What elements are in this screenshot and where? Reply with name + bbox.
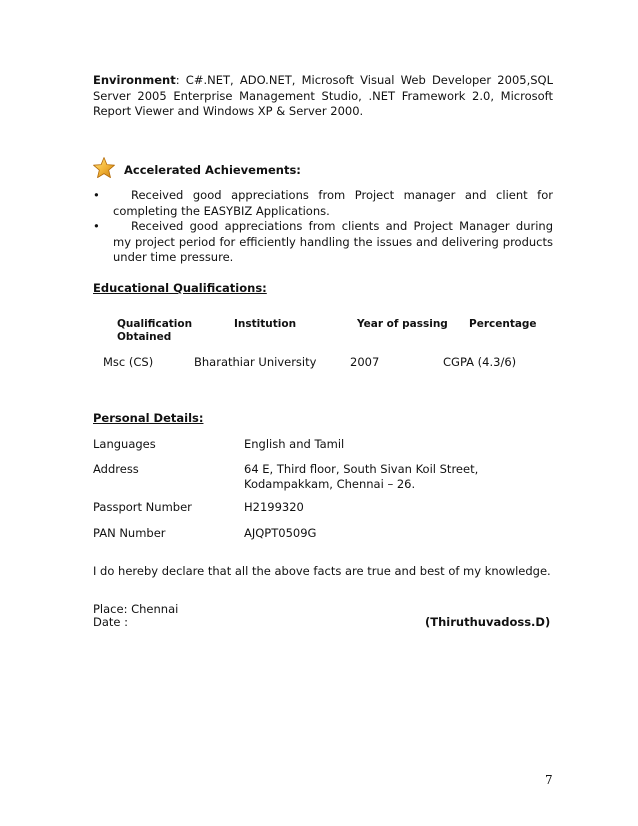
bullet-icon: • [93,188,100,202]
column-header-percentage: Percentage [469,318,537,330]
list-item-text: Received good appreciations from clients and Project Manager during my project period for efficiently handling the issues and delivering products under time pressure. [113,219,553,264]
passport-label: Passport Number [93,500,192,514]
environment-paragraph [93,73,553,120]
column-header-qualification: Qualification Obtained [117,318,193,343]
list-item [93,188,553,219]
table-cell-institution: Bharathiar University [194,355,317,369]
education-heading: Educational Qualifications: [93,281,267,295]
column-header-year: Year of passing [357,318,448,330]
list-item [93,219,553,266]
declaration-text: I do hereby declare that all the above facts are true and best of my knowledge. [93,564,551,578]
address-label: Address [93,462,139,476]
languages-value: English and Tamil [244,437,345,451]
address-line-2: Kodampakkam, Chennai – 26. [244,477,416,491]
pan-value: AJQPT0509G [244,526,317,540]
achievements-list [93,188,553,266]
table-cell-percentage: CGPA (4.3/6) [443,355,517,369]
passport-value: H2199320 [244,500,304,514]
personal-heading: Personal Details: [93,411,204,425]
table-cell-qualification: Msc (CS) [103,355,154,369]
achievements-heading: Accelerated Achievements: [124,163,301,177]
bullet-icon: • [93,219,100,233]
place-text: Place: Chennai [93,602,179,616]
environment-label: Environment [93,73,176,87]
address-line-1: 64 E, Third floor, South Sivan Koil Street, [244,462,479,476]
environment-text: : C#.NET, ADO.NET, Microsoft Visual Web Developer 2005,SQL Server 2005 Enterprise Management Studio, .NET Framework 2.0, Microsoft Report Viewer and Windows XP & Server 2000. [93,73,553,118]
table-cell-year: 2007 [350,355,380,369]
date-text: Date : [93,615,129,629]
list-item-text: Received good appreciations from Project manager and client for completing the EASYBIZ Applications. [113,188,553,218]
page-number: 7 [545,773,553,787]
signature-name: (Thiruthuvadoss.D) [425,615,551,629]
languages-label: Languages [93,437,156,451]
pan-label: PAN Number [93,526,166,540]
star-icon [92,156,116,180]
column-header-institution: Institution [234,318,297,330]
